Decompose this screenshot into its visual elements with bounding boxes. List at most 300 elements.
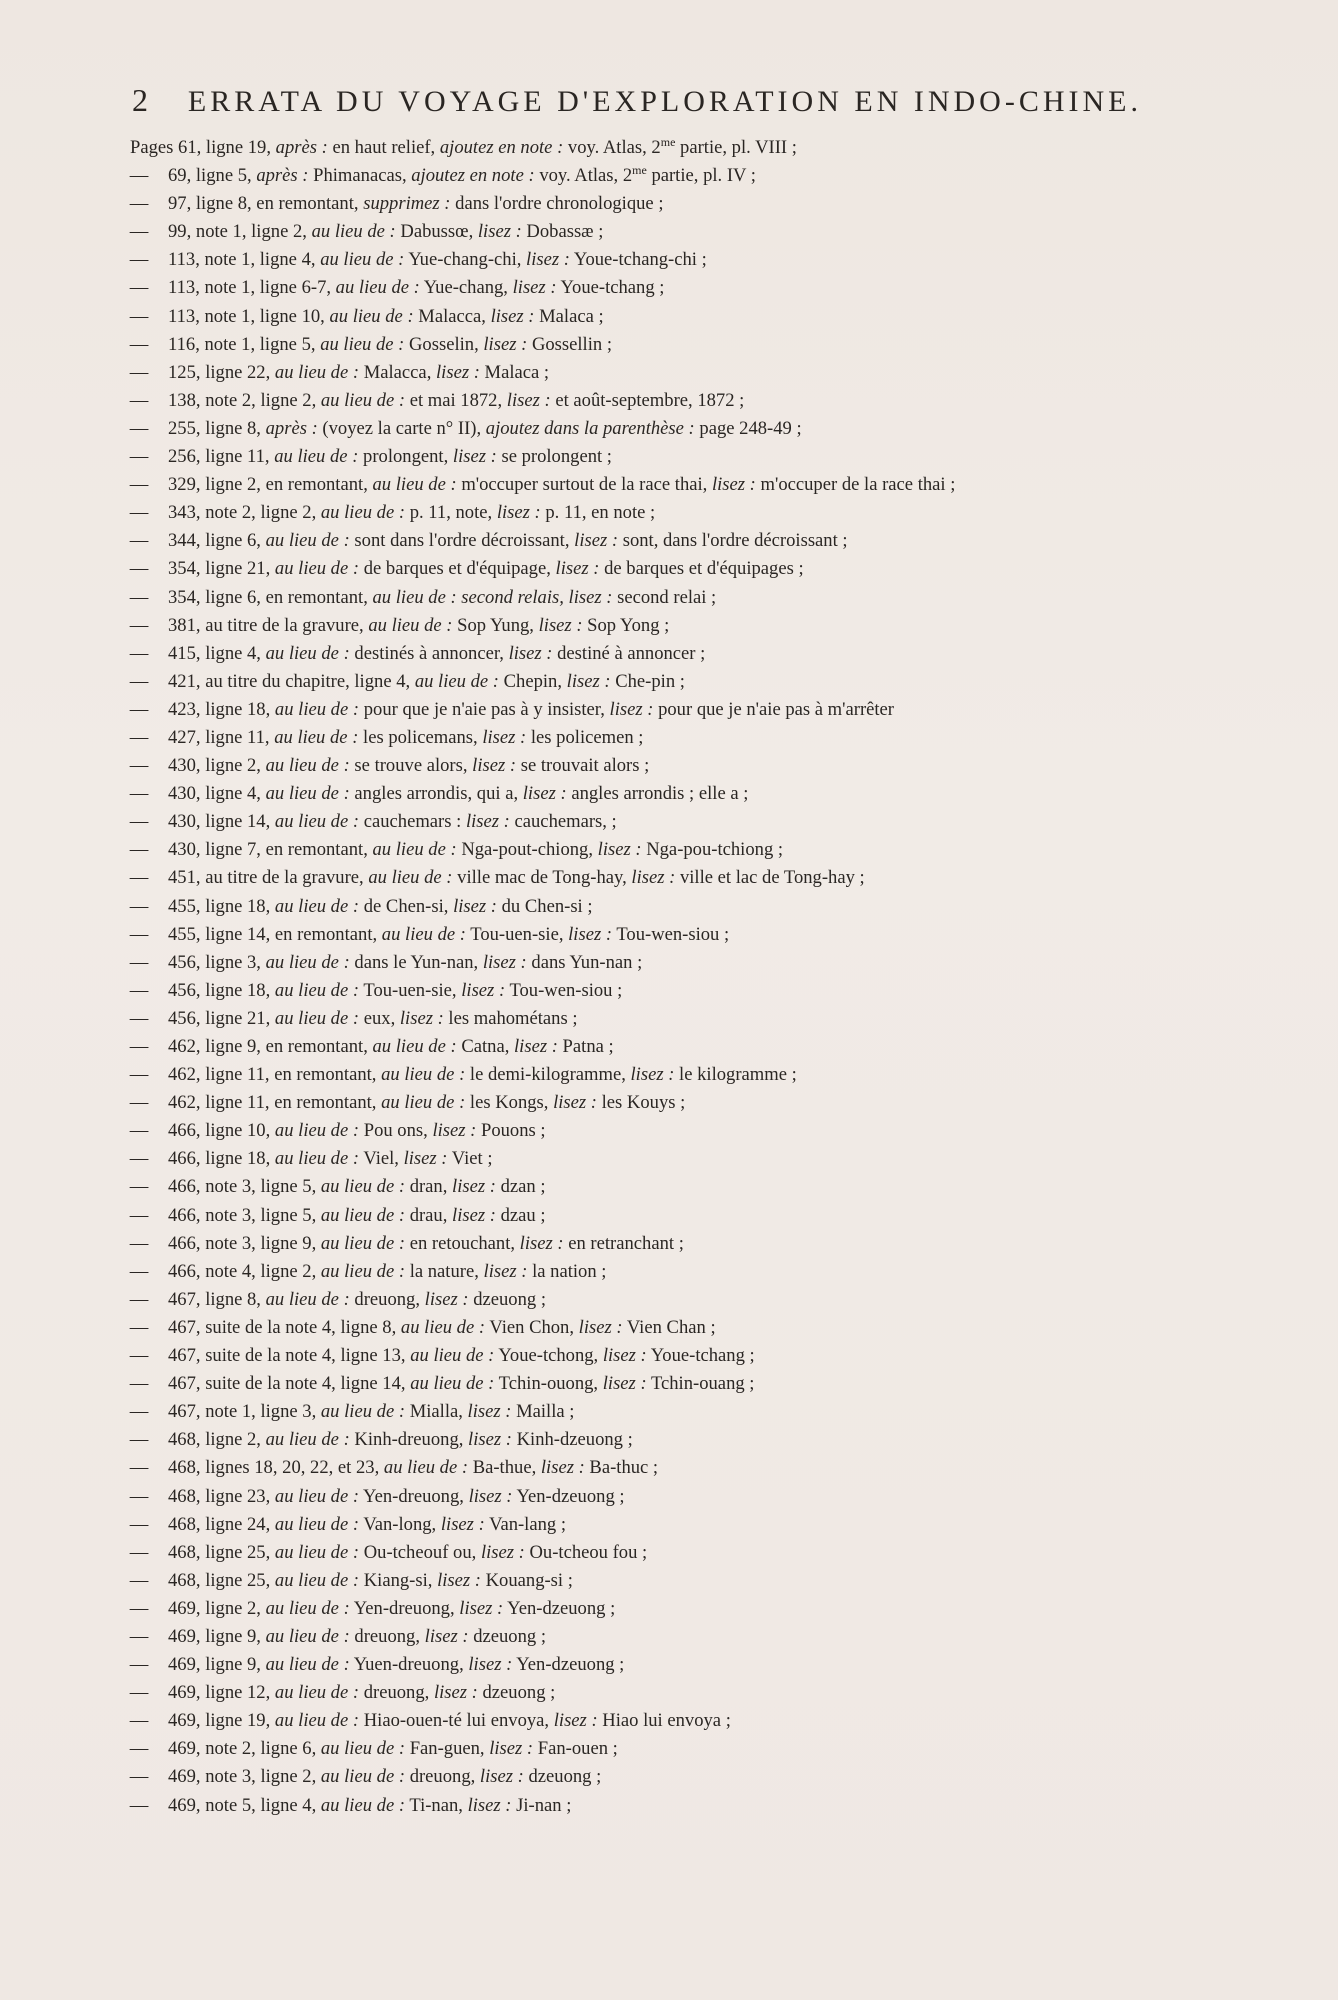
entry-fragment: 466, note 3, ligne 5, [168, 1176, 321, 1198]
entry-fragment: Yen-dreuong, [349, 1597, 460, 1619]
pages-prefix: Pages [130, 137, 174, 158]
entry-text [168, 474, 955, 495]
errata-entry [110, 1707, 1260, 1735]
entry-text [168, 1036, 614, 1057]
italic-text: au lieu de : [372, 474, 457, 496]
italic-text: lisez : [514, 1036, 558, 1057]
entry-fragment: destiné à annoncer ; [552, 642, 706, 664]
errata-entry [110, 612, 1260, 640]
entry-text [168, 980, 622, 1001]
italic-text: lisez : [437, 1569, 481, 1591]
entry-dash: — [129, 755, 149, 777]
entry-fragment: les Kouys ; [596, 1092, 686, 1114]
errata-entry [110, 1623, 1260, 1651]
entry-fragment: Chepin, [498, 670, 567, 692]
italic-text: après : [265, 417, 318, 439]
italic-text: lisez : [479, 1766, 524, 1788]
entry-fragment: Youe-tchong, [494, 1345, 603, 1367]
entry-text [168, 1373, 754, 1394]
errata-entry [110, 921, 1260, 949]
entry-fragment: Ba-thuc ; [584, 1457, 659, 1479]
errata-entry [110, 415, 1260, 443]
italic-text: lisez : [602, 1373, 647, 1395]
entry-fragment: dran, [405, 1176, 453, 1198]
entry-fragment: 468, ligne 24, [168, 1513, 275, 1535]
entry-fragment: dans le Yun-nan, [349, 951, 483, 973]
errata-entry [110, 724, 1260, 752]
italic-text: lisez : [432, 1120, 477, 1142]
italic-text: lisez : [453, 895, 497, 917]
entry-fragment: Hiao lui envoya ; [597, 1710, 731, 1732]
italic-text: au lieu de : [274, 361, 360, 383]
italic-text: après : [275, 137, 328, 158]
italic-text: au lieu de : [410, 1345, 495, 1367]
entry-text [168, 334, 612, 355]
entry-fragment: dzeuong ; [477, 1682, 556, 1704]
entry-fragment: Tou-wen-siou ; [612, 923, 730, 945]
entry-fragment: partie, pl. IV ; [646, 165, 756, 187]
errata-entry [110, 752, 1260, 780]
entry-fragment: la nature, [405, 1260, 484, 1282]
italic-text: lisez : [574, 530, 619, 552]
entry-fragment: Catna, [456, 1036, 514, 1057]
entry-fragment: 467, suite de la note 4, ligne 8, [168, 1316, 401, 1338]
entry-fragment: les mahométans ; [443, 1007, 578, 1029]
errata-entry [110, 1426, 1260, 1454]
entry-fragment: dreuong, [349, 1288, 425, 1310]
italic-text: lisez : [468, 1654, 513, 1676]
entry-fragment: dzeuong ; [468, 1625, 547, 1647]
entry-fragment: 469, note 5, ligne 4, [168, 1794, 321, 1816]
italic-text: lisez : [489, 1738, 534, 1760]
entry-dash: — [129, 333, 149, 355]
entry-fragment: sont, dans l'ordre décroissant ; [618, 530, 848, 552]
italic-text: au lieu de : [372, 1036, 457, 1057]
entry-fragment: 125, ligne 22, [168, 361, 275, 383]
entry-fragment: eux, [359, 1007, 400, 1029]
entry-text [168, 306, 604, 327]
italic-text: lisez : [433, 1682, 478, 1704]
entry-fragment: Ji-nan ; [511, 1794, 572, 1816]
entry-fragment: 113, note 1, ligne 4, [168, 249, 321, 271]
italic-text: lisez : [609, 698, 654, 720]
entry-dash: — [129, 895, 149, 917]
errata-entry [110, 668, 1260, 696]
entry-dash: — [129, 305, 149, 327]
entry-text [168, 193, 664, 214]
errata-entry [110, 443, 1260, 471]
entry-text [168, 1148, 493, 1169]
entry-dash: — [129, 951, 149, 973]
errata-entry [110, 1511, 1260, 1539]
errata-entry [110, 1117, 1260, 1145]
errata-entry [110, 1595, 1260, 1623]
entry-text [168, 1598, 615, 1619]
italic-text: lisez : [483, 333, 528, 355]
italic-text: lisez : [436, 361, 480, 383]
entry-fragment: 469, ligne 9, [168, 1654, 266, 1676]
italic-text: au lieu de : [320, 333, 405, 355]
entry-fragment: Malacca, [359, 361, 436, 383]
italic-text: au lieu de : [265, 642, 350, 664]
errata-entry [110, 836, 1260, 864]
entry-dash: — [129, 361, 149, 383]
italic-text: lisez : [482, 726, 527, 748]
entry-dash: — [129, 1007, 149, 1029]
italic-text: au lieu de : [320, 1401, 406, 1423]
errata-entry [110, 1763, 1260, 1791]
entry-fragment: 467, ligne 8, [168, 1288, 266, 1310]
entry-dash: — [129, 1373, 149, 1395]
italic-text: ajoutez en note : [411, 165, 535, 187]
italic-text: au lieu de : [274, 979, 360, 1001]
italic-text: lisez : [483, 1260, 528, 1282]
entry-fragment: Ba-thue, [468, 1457, 541, 1479]
entry-fragment: Vien Chan ; [622, 1316, 716, 1338]
errata-entry [110, 1005, 1260, 1033]
entry-dash: — [129, 923, 149, 945]
entry-text [168, 1795, 571, 1816]
entry-fragment: 97, ligne 8, en remontant, [168, 193, 364, 215]
italic-text: lisez : [602, 1345, 647, 1367]
entry-text [168, 615, 669, 636]
entry-fragment: Kouang-si ; [480, 1569, 573, 1591]
errata-entry [110, 1539, 1260, 1567]
entry-dash: — [129, 1092, 149, 1114]
entry-text [168, 1738, 618, 1759]
errata-entry [110, 780, 1260, 808]
italic-text: au lieu de : [320, 1794, 406, 1816]
page-number: 2 [132, 82, 148, 118]
entry-dash: — [129, 1485, 149, 1507]
entry-dash: — [129, 1176, 149, 1198]
entry-fragment: Van-lang ; [484, 1513, 567, 1535]
entry-text [168, 1429, 633, 1450]
entry-dash: — [129, 277, 149, 299]
entry-dash: — [129, 389, 149, 411]
superscript-text: me [660, 134, 676, 149]
entry-fragment: Yue-chang, [419, 277, 513, 299]
italic-text: lisez : [512, 277, 557, 299]
italic-text: au lieu de : [274, 1120, 360, 1142]
entry-fragment: 468, lignes 18, 20, 22, et 23, [168, 1457, 384, 1479]
entry-fragment: dzau ; [495, 1204, 546, 1226]
entry-fragment: en retranchant ; [563, 1232, 684, 1254]
entry-fragment: Gossellin ; [527, 333, 613, 355]
entry-dash: — [129, 811, 149, 833]
entry-fragment: 467, suite de la note 4, ligne 14, [168, 1373, 411, 1395]
entry-fragment: 462, ligne 11, en remontant, [168, 1064, 382, 1086]
entry-dash: — [129, 1064, 149, 1086]
entry-fragment: Dobassæ ; [521, 221, 604, 243]
entry-fragment: dzeuong ; [523, 1766, 602, 1788]
entry-fragment: se trouvait alors ; [516, 755, 650, 777]
entry-fragment: 469, ligne 12, [168, 1682, 275, 1704]
italic-text: au lieu de : [383, 1457, 469, 1479]
italic-text: au lieu de : [265, 1429, 350, 1451]
italic-text: lisez : [568, 923, 613, 945]
italic-text: au lieu de : [274, 726, 359, 748]
entry-fragment: 467, suite de la note 4, ligne 13, [168, 1345, 411, 1367]
errata-entry [110, 303, 1260, 331]
italic-text: au lieu de : [320, 1260, 406, 1282]
entry-fragment: Nga-pout-chiong, [456, 839, 598, 861]
errata-entry [110, 893, 1260, 921]
entry-fragment: 381, au titre de la gravure, [168, 614, 369, 636]
entry-fragment: Ou-tcheouf ou, [359, 1541, 481, 1563]
italic-text: lisez : [553, 1710, 598, 1732]
entry-fragment: les policemans, [358, 726, 483, 748]
italic-text: au lieu de : [274, 895, 360, 917]
entry-fragment: 427, ligne 11, [168, 726, 275, 748]
entry-dash: — [129, 1569, 149, 1591]
italic-text: au lieu de : [320, 1204, 406, 1226]
italic-text: ajoutez en note : [439, 137, 564, 158]
entry-fragment: ville mac de Tong-hay, [452, 867, 632, 889]
entry-fragment: les Kongs, [465, 1092, 554, 1114]
italic-text: au lieu de : [265, 1597, 350, 1619]
errata-entry [110, 471, 1260, 499]
italic-text: au lieu de : [274, 558, 360, 580]
entry-text [168, 502, 655, 523]
entry-fragment: Youe-tchang ; [556, 277, 665, 299]
italic-text: ajoutez dans la parenthèse : [485, 417, 695, 439]
italic-text: supprimez : [363, 193, 451, 215]
italic-text: au lieu de : [368, 867, 453, 889]
italic-text: lisez : [555, 558, 600, 580]
errata-entry [110, 1567, 1260, 1595]
entry-fragment: 415, ligne 4, [168, 642, 266, 664]
entry-fragment: les policemen ; [526, 726, 644, 748]
italic-text: lisez : [519, 1232, 564, 1254]
entry-text [168, 1710, 731, 1731]
entry-dash: — [129, 249, 149, 271]
errata-entry [110, 977, 1260, 1005]
italic-text: au lieu de : [410, 1373, 495, 1395]
italic-text: au lieu de : [320, 389, 406, 411]
italic-text: au lieu de : [329, 305, 414, 327]
entry-dash: — [129, 783, 149, 805]
errata-entry [110, 1089, 1260, 1117]
entry-text [168, 530, 848, 551]
italic-text: au lieu de : [274, 1710, 360, 1732]
entry-fragment: Kinh-dzeuong ; [511, 1429, 633, 1451]
entry-text [168, 924, 729, 945]
italic-text: au lieu de : [265, 1288, 350, 1310]
italic-text: au lieu de : [311, 221, 396, 243]
italic-text: au lieu de : [320, 1232, 406, 1254]
entry-fragment: Youe-tchang-chi ; [569, 249, 707, 271]
italic-text: au lieu de : [274, 811, 360, 833]
entry-text [168, 727, 643, 748]
italic-text: au lieu de : [381, 1064, 466, 1086]
italic-text: au lieu de : [265, 951, 350, 973]
entry-fragment: 344, ligne 6, [168, 530, 266, 552]
italic-text: au lieu de : [320, 249, 405, 271]
entry-text [168, 1486, 625, 1507]
entry-fragment: drau, [405, 1204, 453, 1226]
entry-text [168, 896, 593, 917]
entry-fragment: Gosselin, [404, 333, 484, 355]
errata-entry [110, 162, 1260, 190]
entry-text [168, 952, 642, 973]
entry-fragment: 255, ligne 8, [168, 417, 266, 439]
errata-entry [110, 1735, 1260, 1763]
entry-fragment: dans l'ordre chronologique ; [450, 193, 664, 215]
italic-text: lisez : [452, 446, 497, 468]
entry-fragment: Fan-guen, [405, 1738, 490, 1760]
entry-dash: — [129, 1429, 149, 1451]
entry-fragment: 468, ligne 2, [168, 1429, 266, 1451]
entry-fragment: 343, note 2, ligne 2, [168, 502, 321, 524]
errata-entry [110, 527, 1260, 555]
entry-fragment: Tou-uen-sie, [465, 923, 569, 945]
entry-text [168, 867, 865, 888]
entry-fragment: 466, note 3, ligne 9, [168, 1232, 321, 1254]
italic-text: lisez : [630, 1064, 675, 1086]
entry-fragment: pour que je n'aie pas à m'arrêter [653, 698, 894, 720]
italic-text: lisez : [711, 474, 756, 496]
entry-text [168, 418, 802, 439]
errata-entry [110, 864, 1260, 892]
entry-text [168, 783, 748, 804]
italic-text: au lieu de : [414, 670, 499, 692]
entry-dash: — [129, 614, 149, 636]
entry-fragment: 430, ligne 4, [168, 783, 266, 805]
entry-dash: — [129, 1232, 149, 1254]
italic-text: lisez : [522, 783, 567, 805]
italic-text: au lieu de : [320, 1766, 406, 1788]
entry-fragment: 99, note 1, ligne 2, [168, 221, 312, 243]
entry-dash: — [129, 1710, 149, 1732]
entry-dash: — [129, 1345, 149, 1367]
entry-fragment: Yen-dzeuong ; [512, 1485, 625, 1507]
entry-fragment: Sop Yung, [452, 614, 539, 636]
italic-text: lisez : [566, 670, 611, 692]
errata-entry [110, 1258, 1260, 1286]
entry-text [168, 1289, 546, 1310]
entry-text [168, 1064, 797, 1085]
entry-fragment: page 248-49 ; [694, 417, 802, 439]
page-title: ERRATA DU VOYAGE D'EXPLORATION EN INDO-CHINE. [187, 85, 1142, 118]
entry-fragment: 468, ligne 25, [168, 1541, 275, 1563]
entry-dash: — [129, 670, 149, 692]
entry-text [168, 558, 804, 579]
entry-fragment: 329, ligne 2, en remontant, [168, 474, 373, 496]
italic-text: au lieu de : [274, 698, 360, 720]
errata-entry [110, 331, 1260, 359]
italic-text: lisez : [440, 1513, 485, 1535]
italic-text: lisez : [506, 389, 551, 411]
entry-text [168, 1008, 578, 1029]
entry-fragment: dreuong, [405, 1766, 480, 1788]
errata-entry-first [110, 134, 1260, 162]
entry-fragment: 69, ligne 5, [168, 165, 257, 187]
italic-text: lisez : [553, 1092, 597, 1114]
entry-fragment: de Chen-si, [359, 895, 454, 917]
entry-fragment: angles arrondis ; elle a ; [566, 783, 749, 805]
entry-text [168, 1176, 546, 1197]
entry-fragment: voy. Atlas, 2 [563, 137, 661, 158]
italic-text: au lieu de : [381, 1092, 466, 1114]
entry-fragment: 466, note 3, ligne 5, [168, 1204, 321, 1226]
entry-fragment: Mailla ; [511, 1401, 575, 1423]
entry-fragment: dreuong, [359, 1682, 434, 1704]
entry-fragment: Yen-dzeuong ; [503, 1597, 616, 1619]
entry-fragment: Tchin-ouang ; [646, 1373, 755, 1395]
errata-list [110, 134, 1260, 1820]
errata-entry [110, 1033, 1260, 1061]
entry-fragment: dzeuong ; [468, 1288, 547, 1310]
italic-text: lisez : [540, 1457, 585, 1479]
entry-fragment: 421, au titre du chapitre, ligne 4, [168, 670, 415, 692]
italic-text: lisez : [403, 1148, 448, 1170]
entry-fragment: le demi-kilogramme, [465, 1064, 631, 1086]
entry-fragment: 455, ligne 18, [168, 895, 275, 917]
entry-text [168, 1766, 601, 1787]
italic-text: lisez : [399, 1007, 444, 1029]
entry-fragment: 469, ligne 9, [168, 1625, 266, 1647]
entry-text [168, 1654, 624, 1675]
entry-fragment: Yue-chang-chi, [404, 249, 527, 271]
italic-text: lisez : [480, 1541, 525, 1563]
entry-fragment: de barques et d'équipages ; [599, 558, 804, 580]
entry-fragment: Sop Yong ; [582, 614, 670, 636]
entry-fragment: 469, note 3, ligne 2, [168, 1766, 321, 1788]
entry-text [168, 362, 549, 383]
entry-fragment: 354, ligne 21, [168, 558, 275, 580]
entry-fragment: Dabussœ, [395, 221, 478, 243]
entry-fragment: 468, ligne 23, [168, 1485, 275, 1507]
entry-fragment: 116, note 1, ligne 5, [168, 333, 321, 355]
entry-text [168, 390, 744, 411]
italic-text: au lieu de : [274, 1148, 360, 1170]
italic-text: lisez : [424, 1288, 469, 1310]
entry-fragment: angles arrondis, qui a, [349, 783, 523, 805]
entry-text [168, 1682, 555, 1703]
entry-fragment: Pouons ; [476, 1120, 546, 1142]
entry-fragment: en retouchant, [405, 1232, 520, 1254]
entry-text [168, 446, 612, 467]
entry-dash: — [129, 839, 149, 861]
entry-fragment: 466, ligne 10, [168, 1120, 275, 1142]
italic-text: lisez : [578, 1316, 623, 1338]
italic-text: lisez : [526, 249, 570, 271]
entry-dash: — [129, 1288, 149, 1310]
entry-fragment: p. 11, note, [405, 502, 497, 524]
entry-fragment: se prolongent ; [496, 446, 612, 468]
entry-text [168, 755, 649, 776]
entry-dash: — [129, 1766, 149, 1788]
italic-text: lisez : [496, 502, 541, 524]
entry-fragment: prolongent, [358, 446, 453, 468]
entry-fragment: Pou ons, [359, 1120, 433, 1142]
italic-text: au lieu de : [274, 1541, 360, 1563]
entry-text [168, 643, 705, 664]
entry-dash: — [129, 193, 149, 215]
entry-fragment: 469, ligne 19, [168, 1710, 275, 1732]
entry-fragment: Malaca ; [479, 361, 550, 383]
entry-fragment: Yen-dzeuong ; [512, 1654, 625, 1676]
italic-text: au lieu de : [381, 923, 466, 945]
entry-dash: — [129, 642, 149, 664]
entry-text [168, 162, 756, 187]
italic-text: lisez : [459, 1597, 504, 1619]
italic-text: lisez : [461, 979, 506, 1001]
entry-text [168, 1401, 574, 1422]
entry-dash: — [129, 530, 149, 552]
italic-text: lisez : [490, 305, 535, 327]
